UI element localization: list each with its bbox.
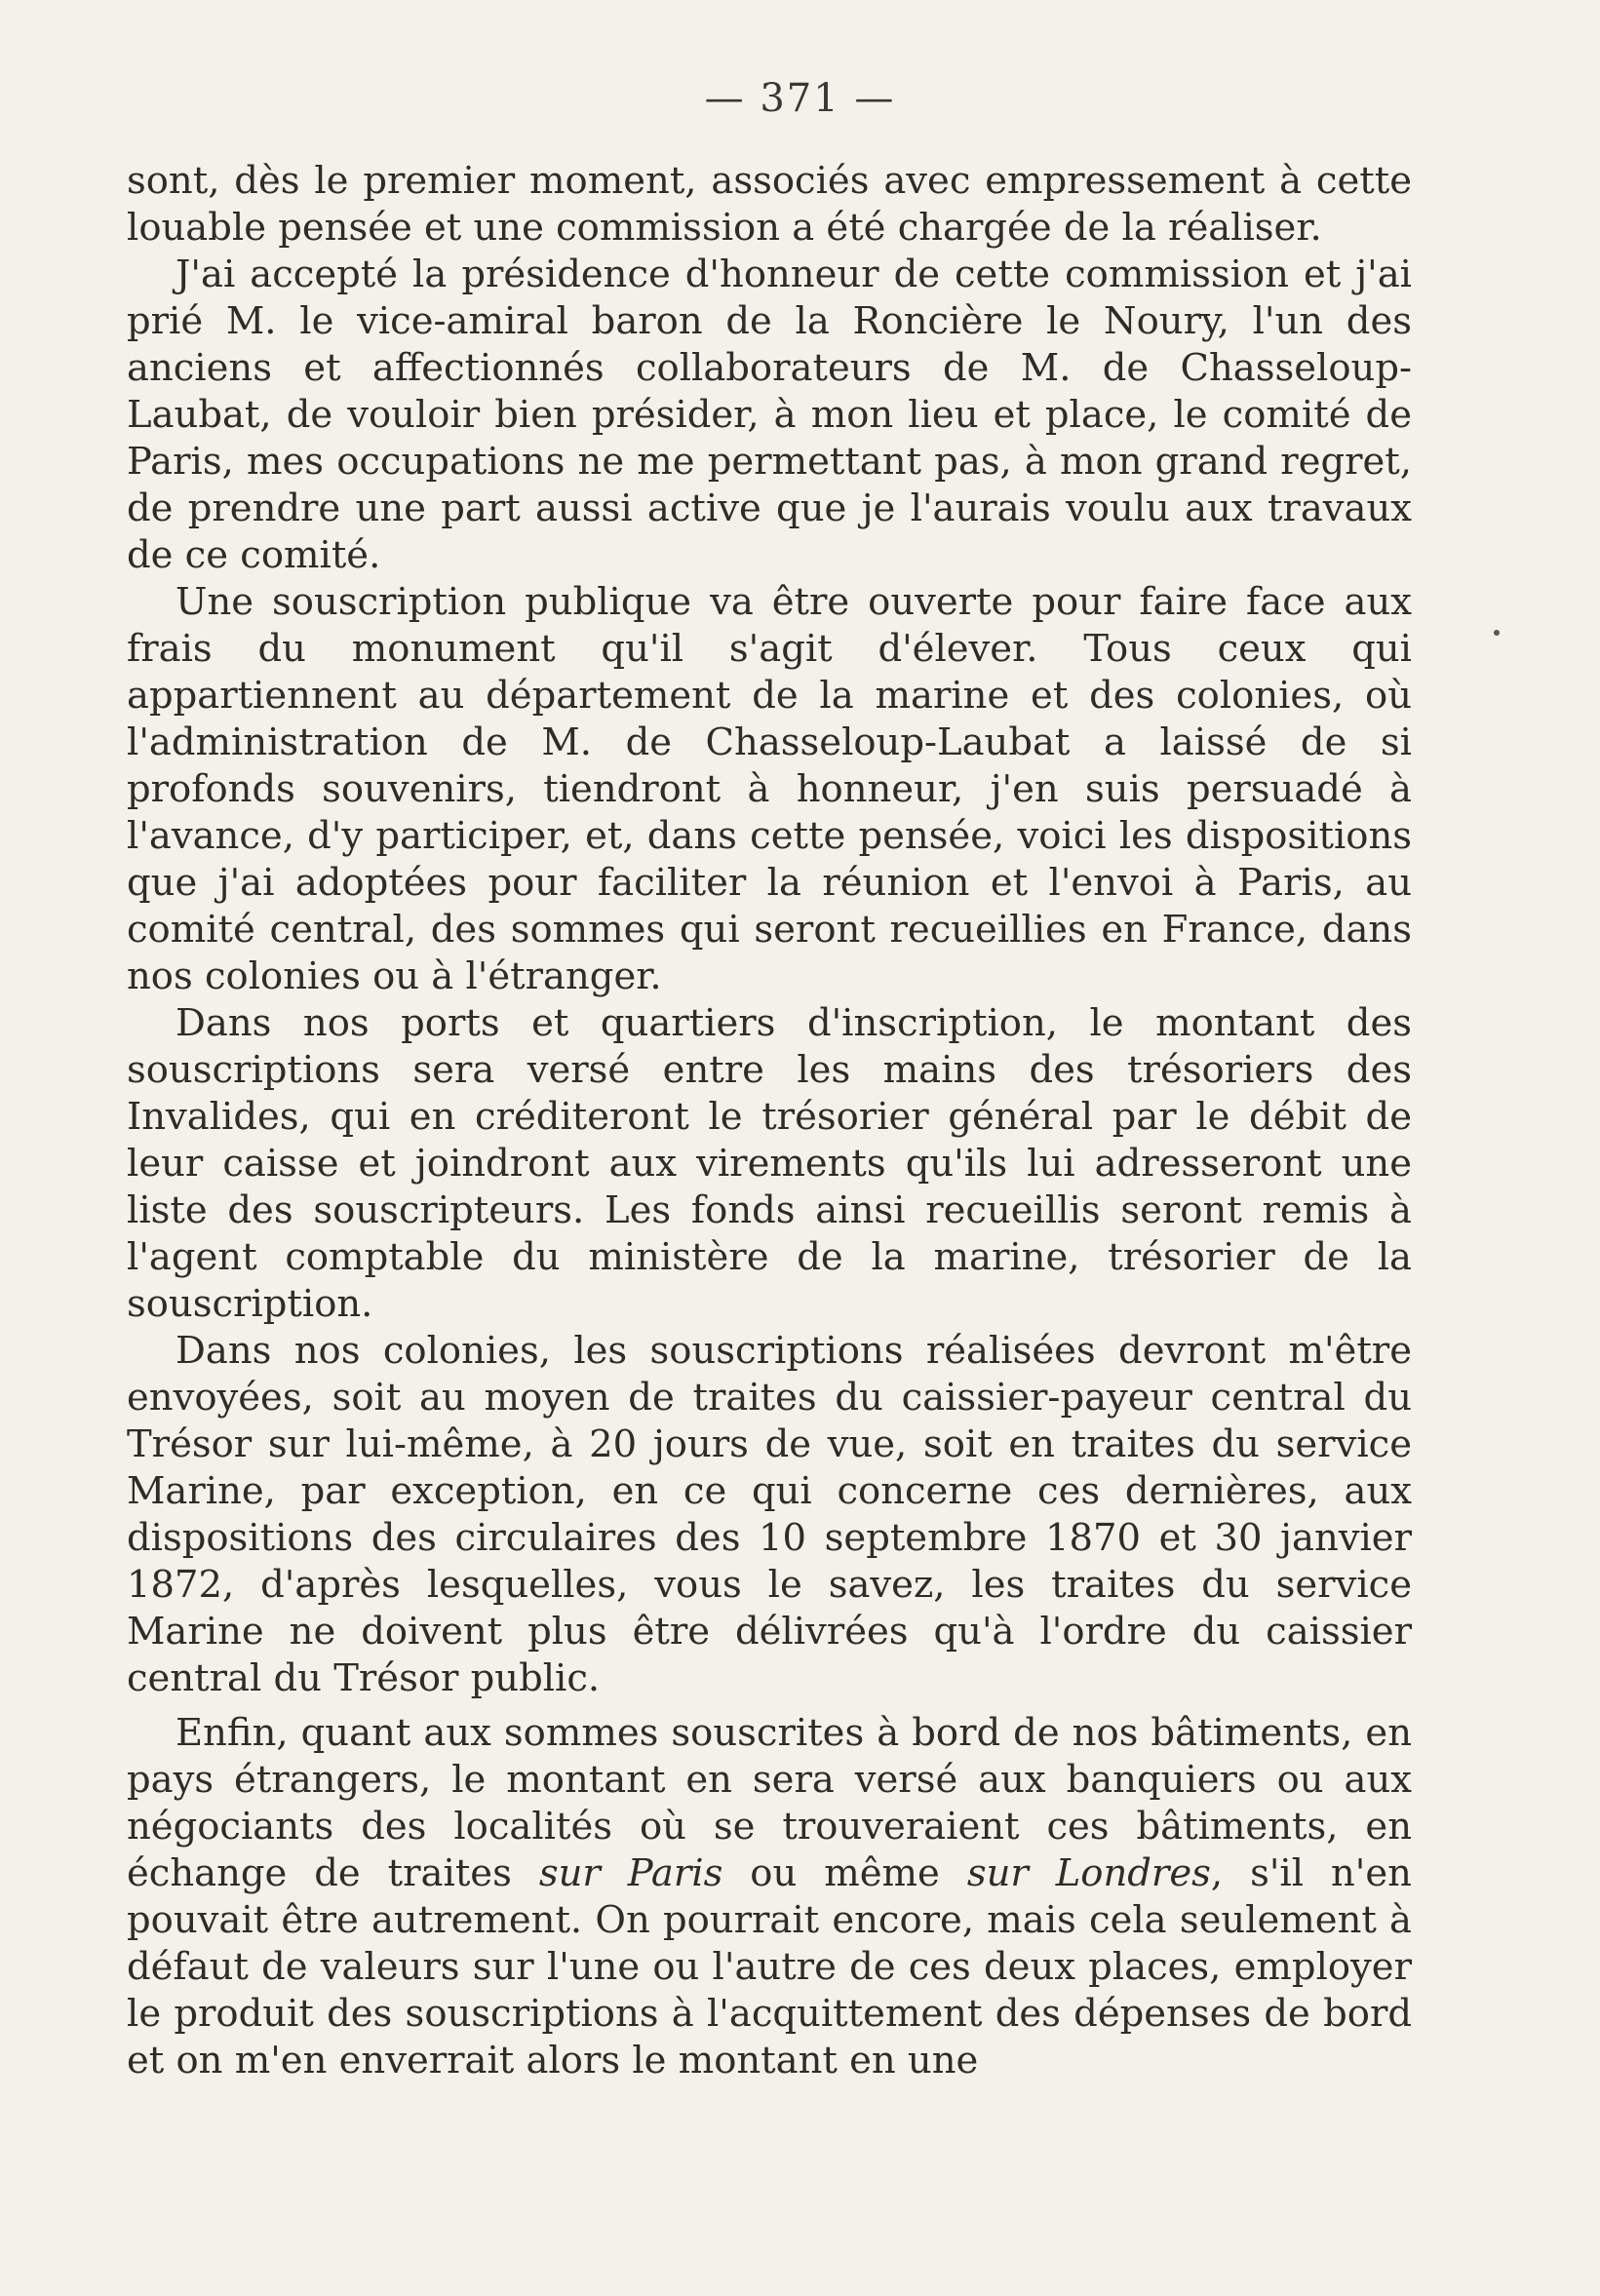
paragraph-3: Une souscription publique va être ouverte pour faire face aux frais du monument qu'il s'agit d'élever. Tous ceux qui appartiennent au département de la marine et des colonies, où l'administration de M. de Chasseloup-Laubat a laissé de si profonds souvenirs, tiendront à honneur, j'en suis persuadé à l'avance, d'y participer, et, dans cette pensée, voici les dispositions que j'ai adoptées pour faciliter la réunion et l'envoi à Paris, au comité central, des sommes qui seront recueillies en France, dans nos colonies ou à l'étranger. <box>127 580 1412 998</box>
paragraph-6-part-1: Enfin, quant aux sommes souscrites à bord de nos bâtiments, en pays étrangers, le montant en sera versé aux banquiers ou aux négociants des localités où se trouveraient ces bâtiments, en échange de traites <box>127 1711 1412 1895</box>
paragraph-6-part-3: , s'il n'en pouvait être autrement. On pourrait encore, mais cela seulement à défaut de valeurs sur l'une ou l'autre de ces deux places, employer le produit des souscriptions à l'acquittement des dépenses de bord et on m'en enverrait alors le montant en une <box>127 1851 1412 2082</box>
paragraph-4: Dans nos ports et quartiers d'inscription, le montant des souscriptions sera versé entre les mains des trésoriers des Invalides, qui en créditeront le trésorier général par le débit de leur caisse et joindront aux virements qu'ils lui adresseront une liste des souscripteurs. Les fonds ainsi recueillis seront remis à l'agent comptable du ministère de la marine, trésorier de la souscription. <box>127 1001 1412 1326</box>
paragraph-2: J'ai accepté la présidence d'honneur de cette commission et j'ai prié M. le vice-amiral baron de la Roncière le Noury, l'un des anciens et affectionnés collaborateurs de M. de Chasseloup-Laubat, de vouloir bien présider, à mon lieu et place, le comité de Paris, mes occupations ne me permettant pas, à mon grand regret, de prendre une part aussi active que je l'aurais voulu aux travaux de ce comité. <box>127 253 1412 577</box>
page-number: — 371 — <box>704 76 896 121</box>
body-text <box>127 158 1412 2084</box>
paragraph-6-part-2: ou même <box>722 1851 967 1895</box>
paragraph-6 <box>127 1710 1412 2084</box>
italic-sur-paris: sur Paris <box>538 1851 723 1895</box>
italic-sur-londres: sur Londres <box>966 1851 1211 1895</box>
paragraph-1: sont, dès le premier moment, associés avec empressement à cette louable pensée et une commission a été chargée de la réaliser. <box>127 159 1412 250</box>
page-speck <box>1494 630 1500 636</box>
paragraph-5: Dans nos colonies, les souscriptions réalisées devront m'être envoyées, soit au moyen de traites du caissier-payeur central du Trésor sur lui-même, à 20 jours de vue, soit en traites du service Marine, par exception, en ce qui concerne ces dernières, aux dispositions des circulaires des 10 septembre 1870 et 30 janvier 1872, d'après lesquelles, vous le savez, les traites du service Marine ne doivent plus être délivrées qu'à l'ordre du caissier central du Trésor public. <box>127 1329 1412 1700</box>
